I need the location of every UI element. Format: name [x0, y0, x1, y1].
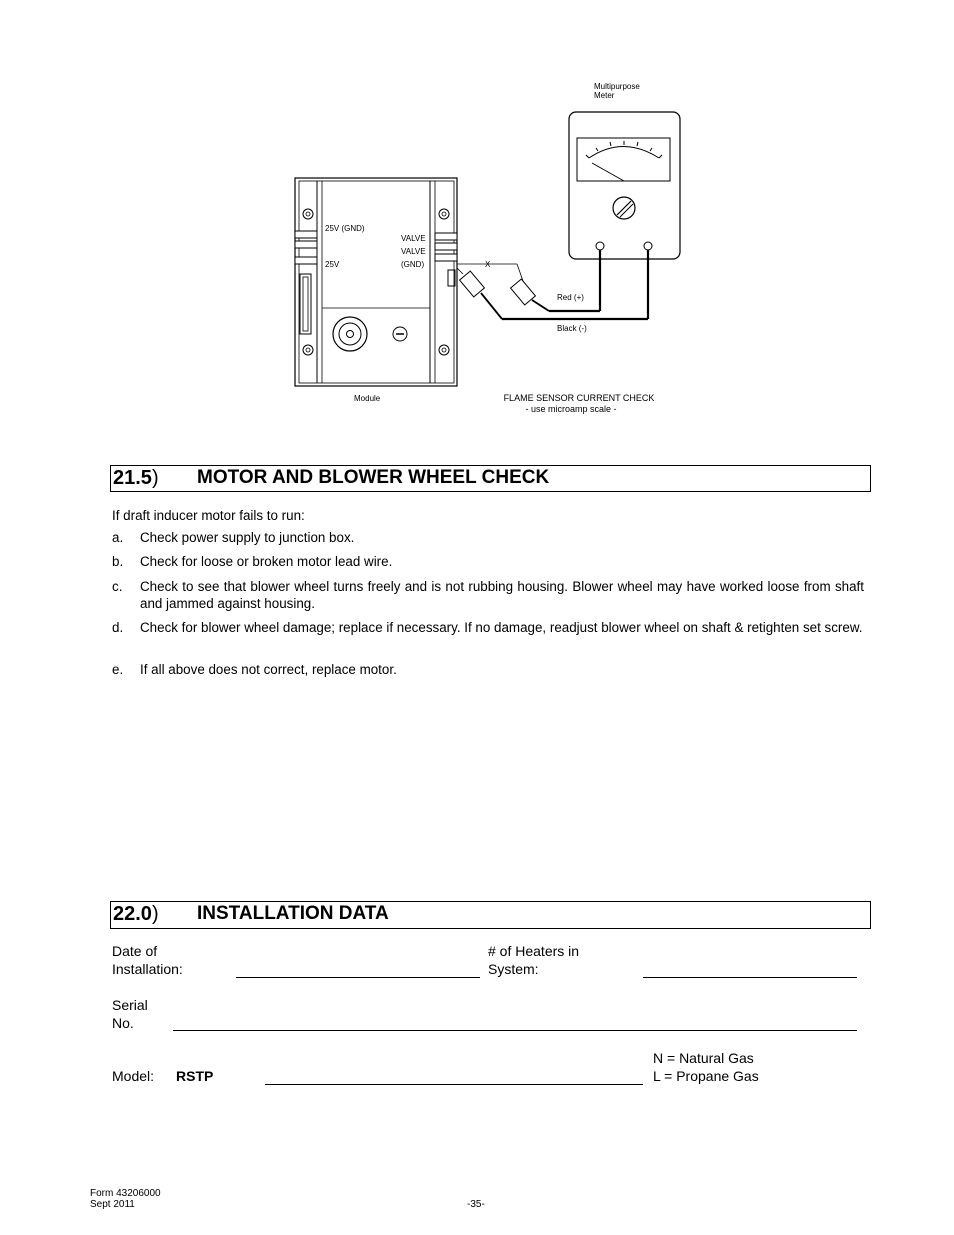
footer-form-info: [90, 1188, 161, 1210]
item-letter: d.: [112, 620, 124, 635]
test-leads: [457, 250, 648, 319]
gas-type-propane: L = Propane Gas: [653, 1068, 759, 1084]
gas-type-natural: N = Natural Gas: [653, 1050, 754, 1066]
item-text: Check to see that blower wheel turns freely and is not rubbing housing. Blower wheel may have worked loose from shaft and jammed against housing.: [140, 579, 864, 611]
item-letter: a.: [112, 530, 124, 545]
meter-body: [569, 112, 680, 259]
serial-no-label: Serial No.: [112, 997, 148, 1031]
model-label: Model:: [112, 1068, 155, 1084]
flame-sensor-diagram: [280, 78, 700, 423]
terminal-25v: 25V: [325, 260, 340, 269]
red-lead-label: Red (+): [557, 293, 584, 302]
section-22-0-number: 22.0): [113, 903, 159, 925]
serial-no-field[interactable]: [173, 1030, 857, 1031]
gas-type-legend: [653, 1049, 759, 1085]
meter-scale-arc: [589, 147, 659, 159]
model-suffix-field[interactable]: [265, 1084, 643, 1085]
date-of-installation-label: Date of Installation:: [112, 943, 183, 977]
module-body: [295, 178, 457, 386]
item-text: Check for blower wheel damage; replace if necessary. If no damage, readjust blower wheel on shaft & retighten set screw.: [140, 620, 863, 635]
meter-jack-negative: [644, 242, 652, 250]
item-letter: e.: [112, 662, 124, 677]
section-22-0-title: INSTALLATION DATA: [197, 903, 389, 924]
item-text: Check power supply to junction box.: [140, 530, 355, 545]
meter-label-line1: Multipurpose: [594, 82, 640, 91]
heaters-in-system-field[interactable]: [643, 977, 857, 978]
model-prefix-value: RSTP: [176, 1068, 214, 1084]
terminal-gnd: (GND): [401, 260, 425, 269]
footer-form-number: Form 43206000: [90, 1188, 161, 1199]
item-letter: b.: [112, 554, 124, 569]
black-lead-label: Black (-): [557, 324, 587, 333]
terminal-valve-1: VALVE: [401, 234, 426, 243]
module-label: Module: [354, 394, 381, 403]
meter-label-line2: Meter: [594, 91, 615, 100]
heaters-in-system-label: # of Heaters in System:: [488, 943, 580, 977]
module-reset-knob: [333, 317, 367, 351]
item-text: Check for loose or broken motor lead wire.: [140, 554, 393, 569]
section-21-5-number: 21.5): [113, 467, 159, 489]
meter-scale-ticks: [586, 141, 662, 158]
item-letter: c.: [112, 579, 123, 594]
date-of-installation-field[interactable]: [236, 977, 480, 978]
terminal-valve-2: VALVE: [401, 247, 426, 256]
meter-jack-positive: [596, 242, 604, 250]
section-21-5-header: [110, 465, 871, 492]
diagram-caption-line1: FLAME SENSOR CURRENT CHECK: [503, 393, 655, 403]
flame-sensor-diagram-svg: [280, 78, 700, 423]
cut-wire-x-mark: X: [485, 260, 491, 269]
item-text: If all above does not correct, replace motor.: [140, 662, 397, 677]
footer-date: Sept 2011: [90, 1199, 135, 1210]
section-22-0-header: [110, 901, 871, 929]
module-left-terminals: [295, 231, 317, 264]
motor-check-intro: If draft inducer motor fails to run:: [112, 508, 305, 523]
meter-needle: [592, 163, 624, 181]
terminal-25v-gnd: 25V (GND): [325, 224, 365, 233]
module-right-terminals: [435, 233, 457, 261]
section-21-5-title: MOTOR AND BLOWER WHEEL CHECK: [197, 467, 550, 488]
diagram-caption-line2: - use microamp scale -: [525, 404, 617, 414]
footer-page-number: -35-: [467, 1199, 485, 1210]
